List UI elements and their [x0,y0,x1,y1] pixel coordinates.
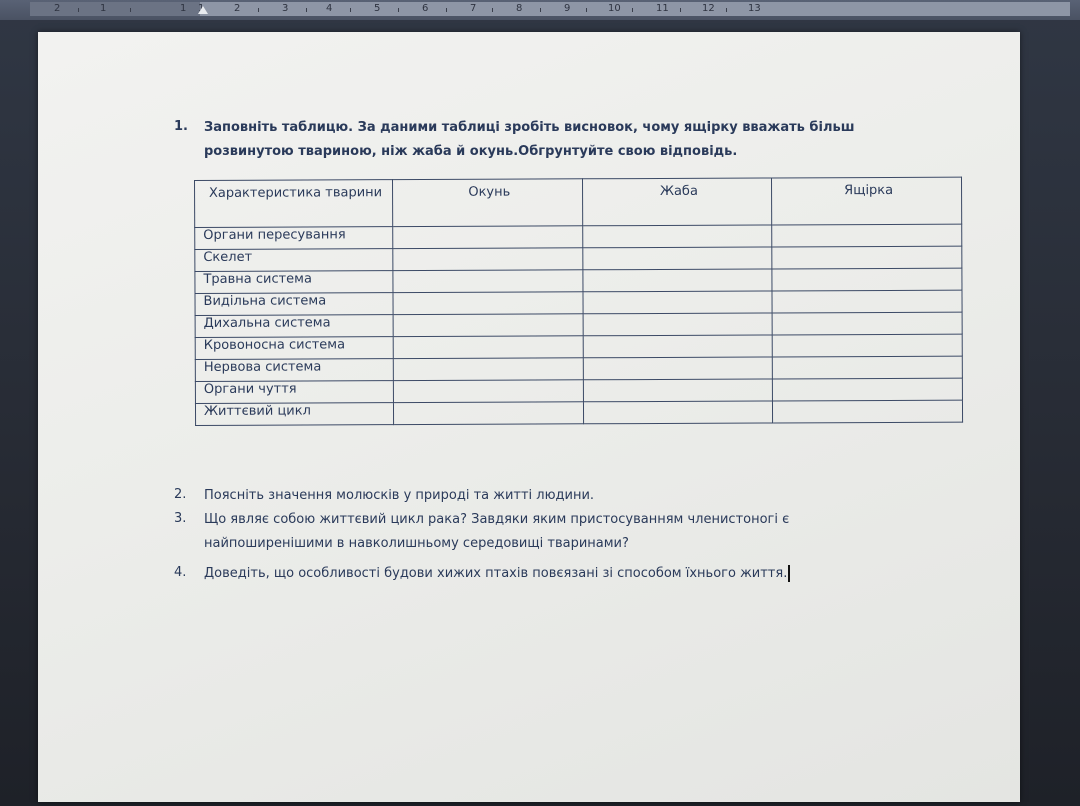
table-row-label[interactable]: Органи пересування [195,227,393,250]
ruler-number: 6 [422,3,429,14]
task-text: Поясніть значення молюсків у природі та житті людини. [204,488,595,503]
ruler-number: 13 [748,3,761,14]
ruler-tick [586,8,587,12]
table-cell[interactable] [773,400,963,423]
table-cell[interactable] [393,248,583,271]
task-number: 4. [174,565,187,580]
table-row-label[interactable]: Видільна система [195,293,393,316]
table-cell[interactable] [772,356,962,379]
ruler-number: 10 [608,3,621,14]
table-cell[interactable] [772,290,962,313]
table-cell[interactable] [583,357,773,380]
comparison-table[interactable] [194,177,963,426]
table-cell[interactable] [582,225,772,248]
table-cell[interactable] [393,380,583,403]
table-cell[interactable] [583,379,773,402]
table-row-label[interactable]: Кровоносна система [195,337,393,360]
task-number: 2. [174,487,187,502]
document-page[interactable] [38,32,1020,802]
task-text: Що являє собою життєвий цикл рака? Завдяки яким пристосуванням членистоногі є найпоширенішими в навколишньому середовищі тваринами? [204,512,790,551]
table-cell[interactable] [583,401,773,424]
table-cell[interactable] [772,268,962,291]
table-cell[interactable] [772,246,962,269]
table-row-label[interactable]: Дихальна система [195,315,393,338]
table-row-label[interactable]: Нервова система [195,359,393,382]
task-number: 3. [174,511,187,526]
ruler-tick [398,8,399,12]
ruler-number: 1 [100,3,107,14]
table-cell[interactable] [773,378,963,401]
ruler-number: 1 [180,3,187,14]
table-header-characteristic[interactable]: Характеристика тварини [195,180,393,228]
ruler-number: 9 [564,3,571,14]
ruler-tick [306,8,307,12]
table-row [195,400,962,425]
ruler-tick [632,8,633,12]
ruler-tick [492,8,493,12]
table-cell[interactable] [393,314,583,337]
ruler-strip [30,2,1070,16]
indent-marker-icon[interactable] [198,6,208,14]
ruler-number: 12 [702,3,715,14]
ruler-tick [258,8,259,12]
table-row-label[interactable]: Органи чуття [195,381,393,404]
table-header-row [195,177,962,227]
table-cell[interactable] [393,270,583,293]
ruler-number: 8 [516,3,523,14]
table-cell[interactable] [772,224,962,247]
ruler-number: 2 [234,3,241,14]
ruler-tick [78,8,79,12]
table-header-frog[interactable]: Жаба [582,178,772,226]
table-cell[interactable] [583,335,773,358]
ruler-number: 1 [198,3,205,14]
table-row-label[interactable]: Життєвий цикл [195,403,393,426]
table-header-lizard[interactable]: Ящірка [772,177,962,225]
table-cell[interactable] [393,358,583,381]
table-cell[interactable] [583,291,773,314]
table-cell[interactable] [393,226,583,249]
ruler-number: 11 [656,3,669,14]
table-cell[interactable] [772,312,962,335]
table-cell[interactable] [393,292,583,315]
ruler-number: 2 [54,3,61,14]
table-cell[interactable] [393,336,583,359]
table-cell[interactable] [772,334,962,357]
table-cell[interactable] [393,402,583,425]
ruler-tick [446,8,447,12]
ruler-number: 4 [326,3,333,14]
ruler-number: 7 [470,3,477,14]
ruler-tick [680,8,681,12]
task-text-container [204,562,790,586]
task-text: Заповніть таблицю. За даними таблиці зробіть висновок, чому ящірку вважать більш розвинутою твариною, ніж жаба й окунь.Обгрунтуйте свою відповідь. [204,120,855,159]
ruler-number: 5 [374,3,381,14]
table-cell[interactable] [583,313,773,336]
ruler-number: 3 [282,3,289,14]
table-cell[interactable] [582,247,772,270]
table-row-label[interactable]: Скелет [195,249,393,272]
ruler-tick [540,8,541,12]
ruler-tick [130,8,131,12]
table-cell[interactable] [582,269,772,292]
horizontal-ruler[interactable] [0,0,1080,20]
table-row-label[interactable]: Травна система [195,271,393,294]
task-text: Доведіть, що особливості будови хижих птахів повєязані зі способом їхнього життя. [204,566,788,581]
text-cursor [788,565,790,582]
ruler-tick [350,8,351,12]
task-number: 1. [174,119,188,134]
ruler-tick [726,8,727,12]
table-header-perch[interactable]: Окунь [392,179,582,227]
